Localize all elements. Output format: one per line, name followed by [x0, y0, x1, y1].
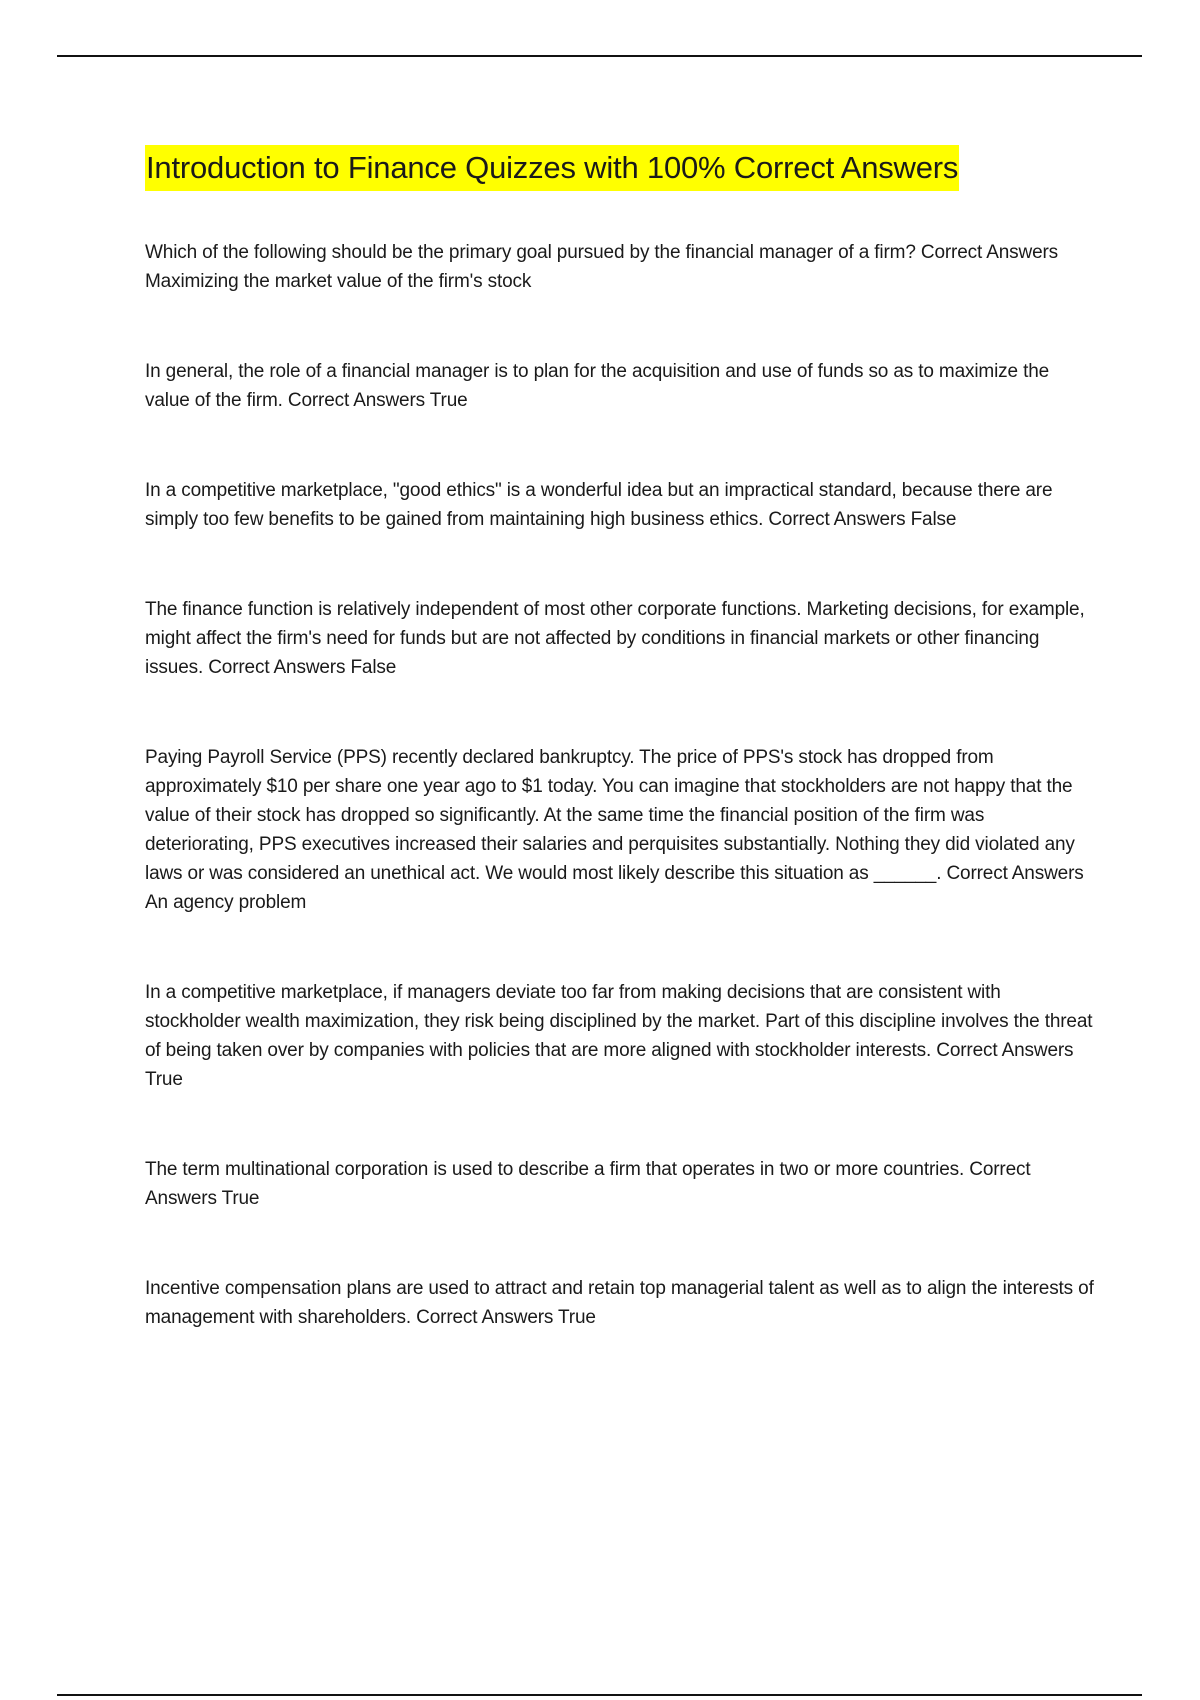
document-body [145, 145, 1095, 1393]
qa-item: Which of the following should be the primary goal pursued by the financial manager of a firm? Correct Answers Maximizing the market value of the firm's stock [145, 242, 1059, 292]
qa-item: The term multinational corporation is used to describe a firm that operates in two or more countries. Correct Answers True [145, 1159, 1031, 1209]
qa-item: Incentive compensation plans are used to attract and retain top managerial talent as well as to align the interests of management with shareholders. Correct Answers True [145, 1278, 1094, 1328]
qa-item: In general, the role of a financial manager is to plan for the acquisition and use of funds so as to maximize the value of the firm. Correct Answers True [145, 361, 1050, 411]
footer-rule [57, 1694, 1142, 1696]
header-rule [57, 55, 1142, 57]
qa-item: The finance function is relatively independent of most other corporate functions. Marketing decisions, for example, might affect the firm's need for funds but are not affected by conditions in financial markets or other financing issues. Correct Answers False [145, 599, 1085, 678]
qa-item: In a competitive marketplace, "good ethics" is a wonderful idea but an impractical standard, because there are simply too few benefits to be gained from maintaining high business ethics. Correct Answers False [145, 480, 1053, 530]
qa-item: In a competitive marketplace, if managers deviate too far from making decisions that are consistent with stockholder wealth maximization, they risk being disciplined by the market. Part of this discipline involves the threat of being taken over by companies with policies that are more aligned with stockholder interests. Correct Answers True [145, 982, 1093, 1090]
qa-list [145, 238, 1095, 1332]
document-title: Introduction to Finance Quizzes with 100% Correct Answers [145, 145, 959, 191]
qa-item: Paying Payroll Service (PPS) recently declared bankruptcy. The price of PPS's stock has dropped from approximately $10 per share one year ago to $1 today. You can imagine that stockholders are not happy that the value of their stock has dropped so significantly. At the same time the financial position of the firm was deteriorating, PPS executives increased their salaries and perquisites substantially. Nothing they did violated any laws or was considered an unethical act. We would most likely describe this situation as ______. Correct Answers An agency problem [145, 747, 1084, 913]
